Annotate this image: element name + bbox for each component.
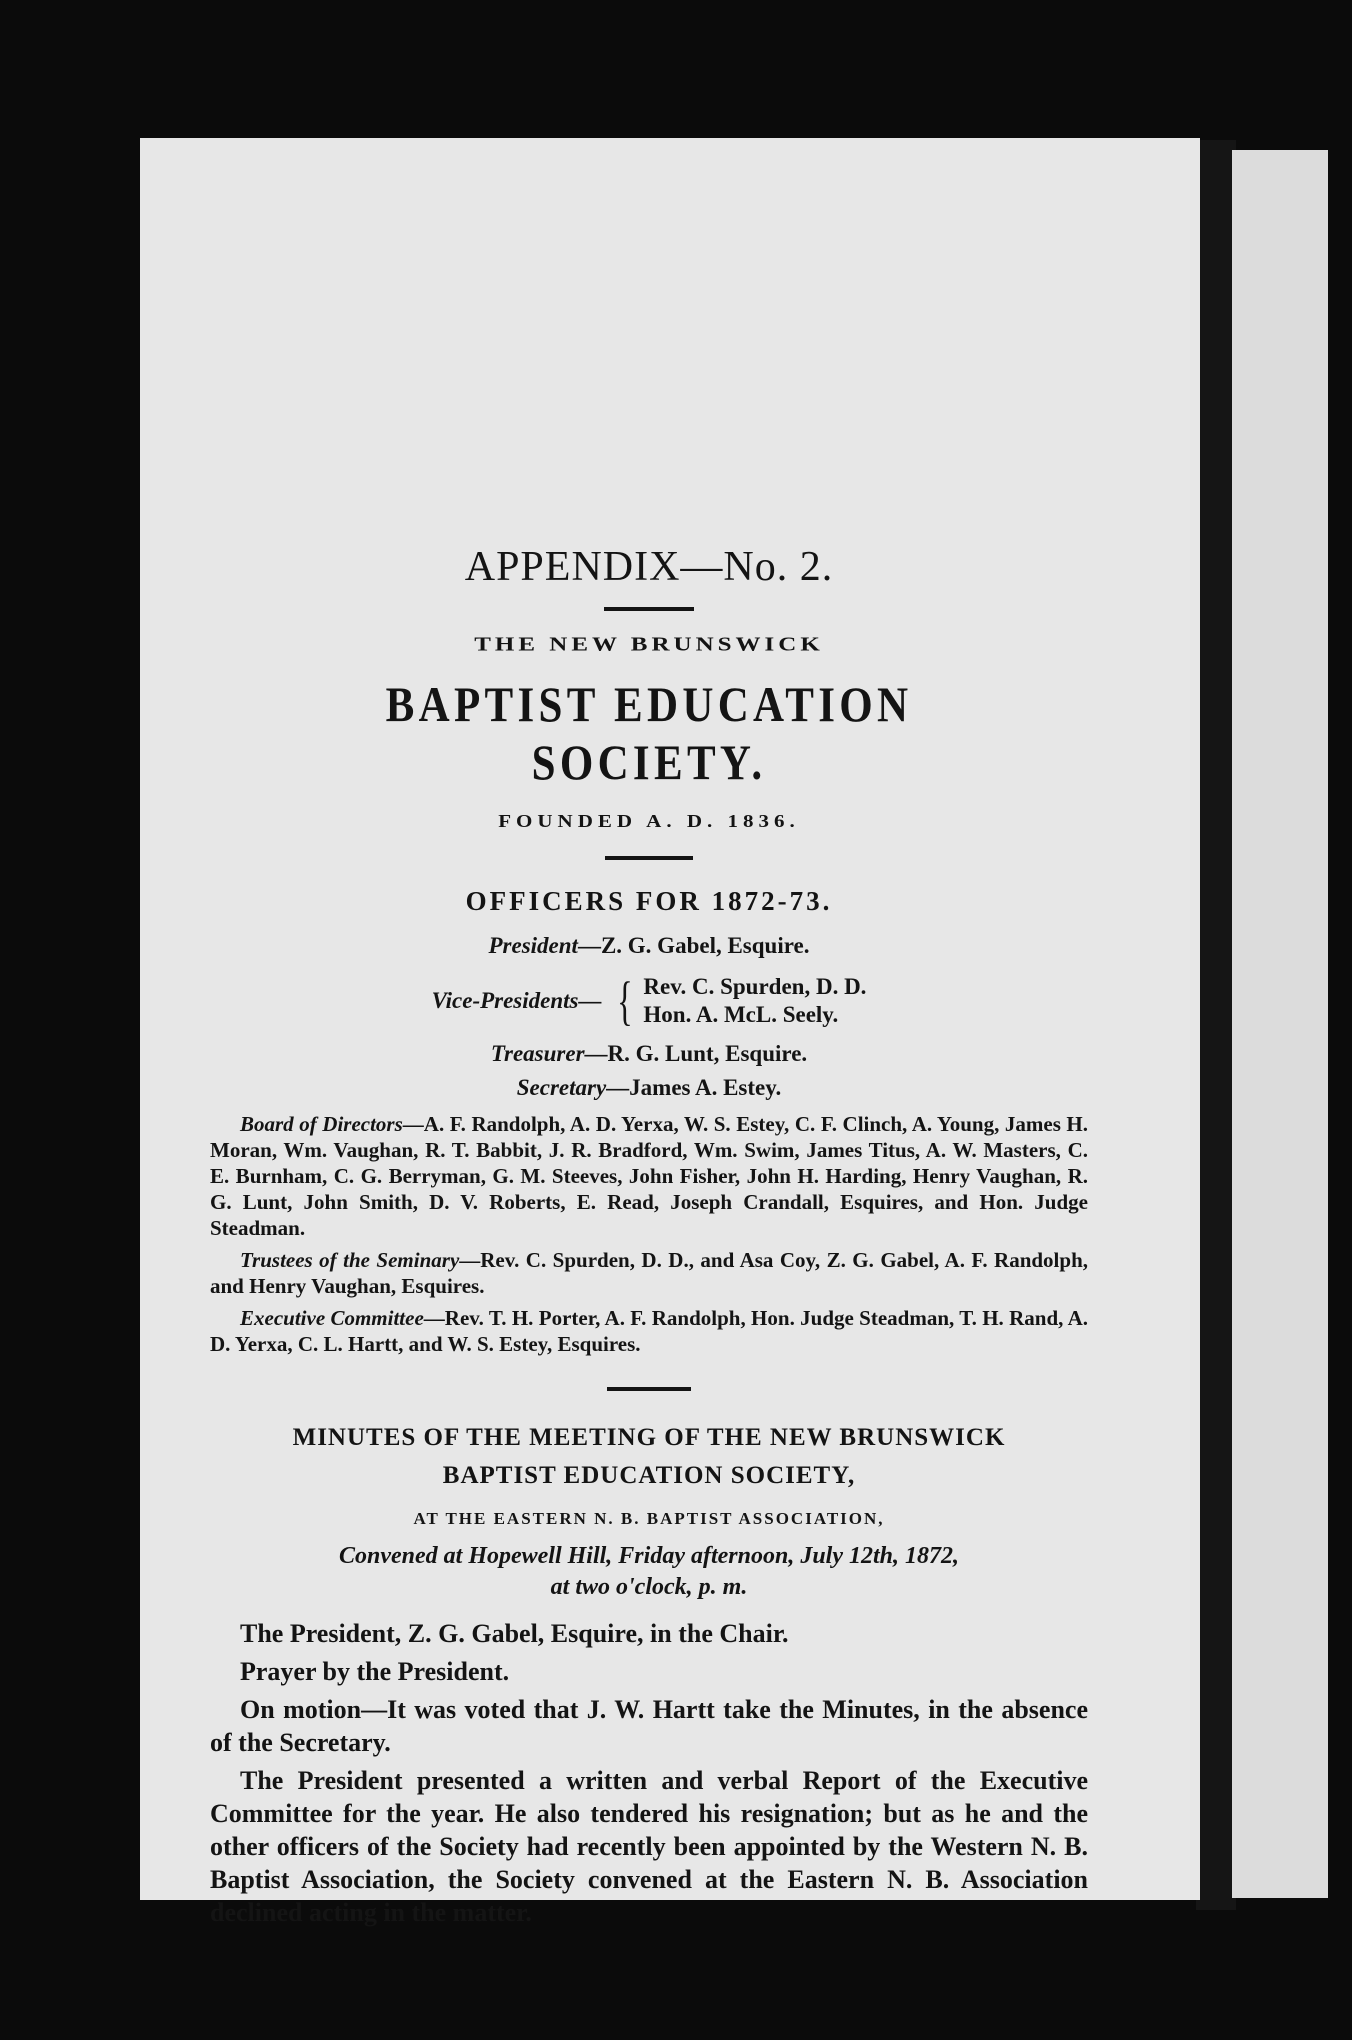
president-name: —Z. G. Gabel, Esquire. xyxy=(577,933,810,958)
president-line xyxy=(210,929,1088,963)
brace-glyph: { xyxy=(616,971,633,1031)
secretary-name: —James A. Estey. xyxy=(606,1075,782,1100)
vice-presidents-names xyxy=(643,973,866,1029)
executive-role: Executive Committee xyxy=(240,1306,424,1330)
secretary-line xyxy=(210,1071,1088,1105)
trustees-role: Trustees of the Seminary xyxy=(240,1248,460,1272)
founded-line: FOUNDED A. D. 1836. xyxy=(498,810,800,832)
minutes-body xyxy=(210,1617,1088,1929)
trustees-text: —Rev. C. Spurden, D. D., and Asa Coy, Z. G. Gabel, A. F. Randolph, and Henry Vaughan, Esquires. xyxy=(210,1248,1088,1298)
minutes-paragraph: On motion—It was voted that J. W. Hartt take the Minutes, in the absence of the Secretary. xyxy=(210,1695,1088,1757)
adjacent-page-edge xyxy=(1232,150,1328,1898)
minutes-title-line2: BAPTIST EDUCATION SOCIETY, xyxy=(442,1462,856,1489)
board-of-directors-paragraph xyxy=(210,1111,1088,1241)
executive-text: —Rev. T. H. Porter, A. F. Randolph, Hon. Judge Steadman, T. H. Rand, A. D. Yerxa, C. L. Hartt, and W. S. Estey, Esquires. xyxy=(210,1306,1088,1356)
divider-rule xyxy=(607,1387,691,1391)
page-gutter-shadow xyxy=(1196,140,1236,1910)
executive-committee-paragraph xyxy=(210,1305,1088,1357)
vice-president-name: Rev. C. Spurden, D. D. xyxy=(643,974,867,999)
board-text: —A. F. Randolph, A. D. Yerxa, W. S. Estey, C. F. Clinch, A. Young, James H. Moran, Wm. Vaughan, R. T. Babbit, J. R. Bradford, Wm. Swim, James Titus, A. W. Masters, C. E. Burnham, C. G. Berryman, G. M. Steeves, John Fisher, John H. Harding, Henry Vaughan, R. G. Lunt, John Smith, D. V. Roberts, E. Read, Joseph Crandall, Esquires, and Hon. Judge Steadman. xyxy=(210,1112,1089,1240)
divider-rule xyxy=(605,856,693,860)
minutes-paragraph: Prayer by the President. xyxy=(240,1657,510,1686)
minutes-subtitle: AT THE EASTERN N. B. BAPTIST ASSOCIATION, xyxy=(413,1509,885,1528)
vice-presidents-role: Vice-Presidents— xyxy=(431,988,602,1013)
officers-heading: OFFICERS FOR 1872-73. xyxy=(465,886,833,916)
minutes-title-line1: MINUTES OF THE MEETING OF THE NEW BRUNSWICK xyxy=(292,1424,1006,1451)
appendix-title: APPENDIX—No. 2. xyxy=(464,544,834,590)
society-name-line2: BAPTIST EDUCATION SOCIETY. xyxy=(385,676,913,790)
divider-rule xyxy=(604,607,694,611)
president-role: President xyxy=(488,933,578,958)
minutes-paragraph: The President presented a written and verbal Report of the Executive Committee for the year. He also tendered his resignation; but as he and the other officers of the Society had recently been appointed by the Western N. B. Baptist Association, the Society convened at the Eastern N. B. Association declined acting in the matter. xyxy=(210,1766,1088,1927)
treasurer-line xyxy=(210,1037,1088,1071)
society-name-line1: THE NEW BRUNSWICK xyxy=(474,633,824,656)
document-page xyxy=(140,138,1200,1927)
convened-line1: Convened at Hopewell Hill, Friday afternoon, July 12th, 1872, xyxy=(338,1543,959,1569)
treasurer-role: Treasurer xyxy=(490,1041,585,1066)
treasurer-name: —R. G. Lunt, Esquire. xyxy=(584,1041,808,1066)
minutes-paragraph: The President, Z. G. Gabel, Esquire, in the Chair. xyxy=(240,1619,789,1648)
secretary-role: Secretary xyxy=(516,1075,607,1100)
vice-presidents-line xyxy=(210,973,1088,1029)
trustees-paragraph xyxy=(210,1247,1088,1299)
board-role: Board of Directors xyxy=(240,1112,403,1136)
convened-line2: at two o'clock, p. m. xyxy=(550,1574,748,1600)
vice-president-name: Hon. A. McL. Seely. xyxy=(643,1002,839,1027)
